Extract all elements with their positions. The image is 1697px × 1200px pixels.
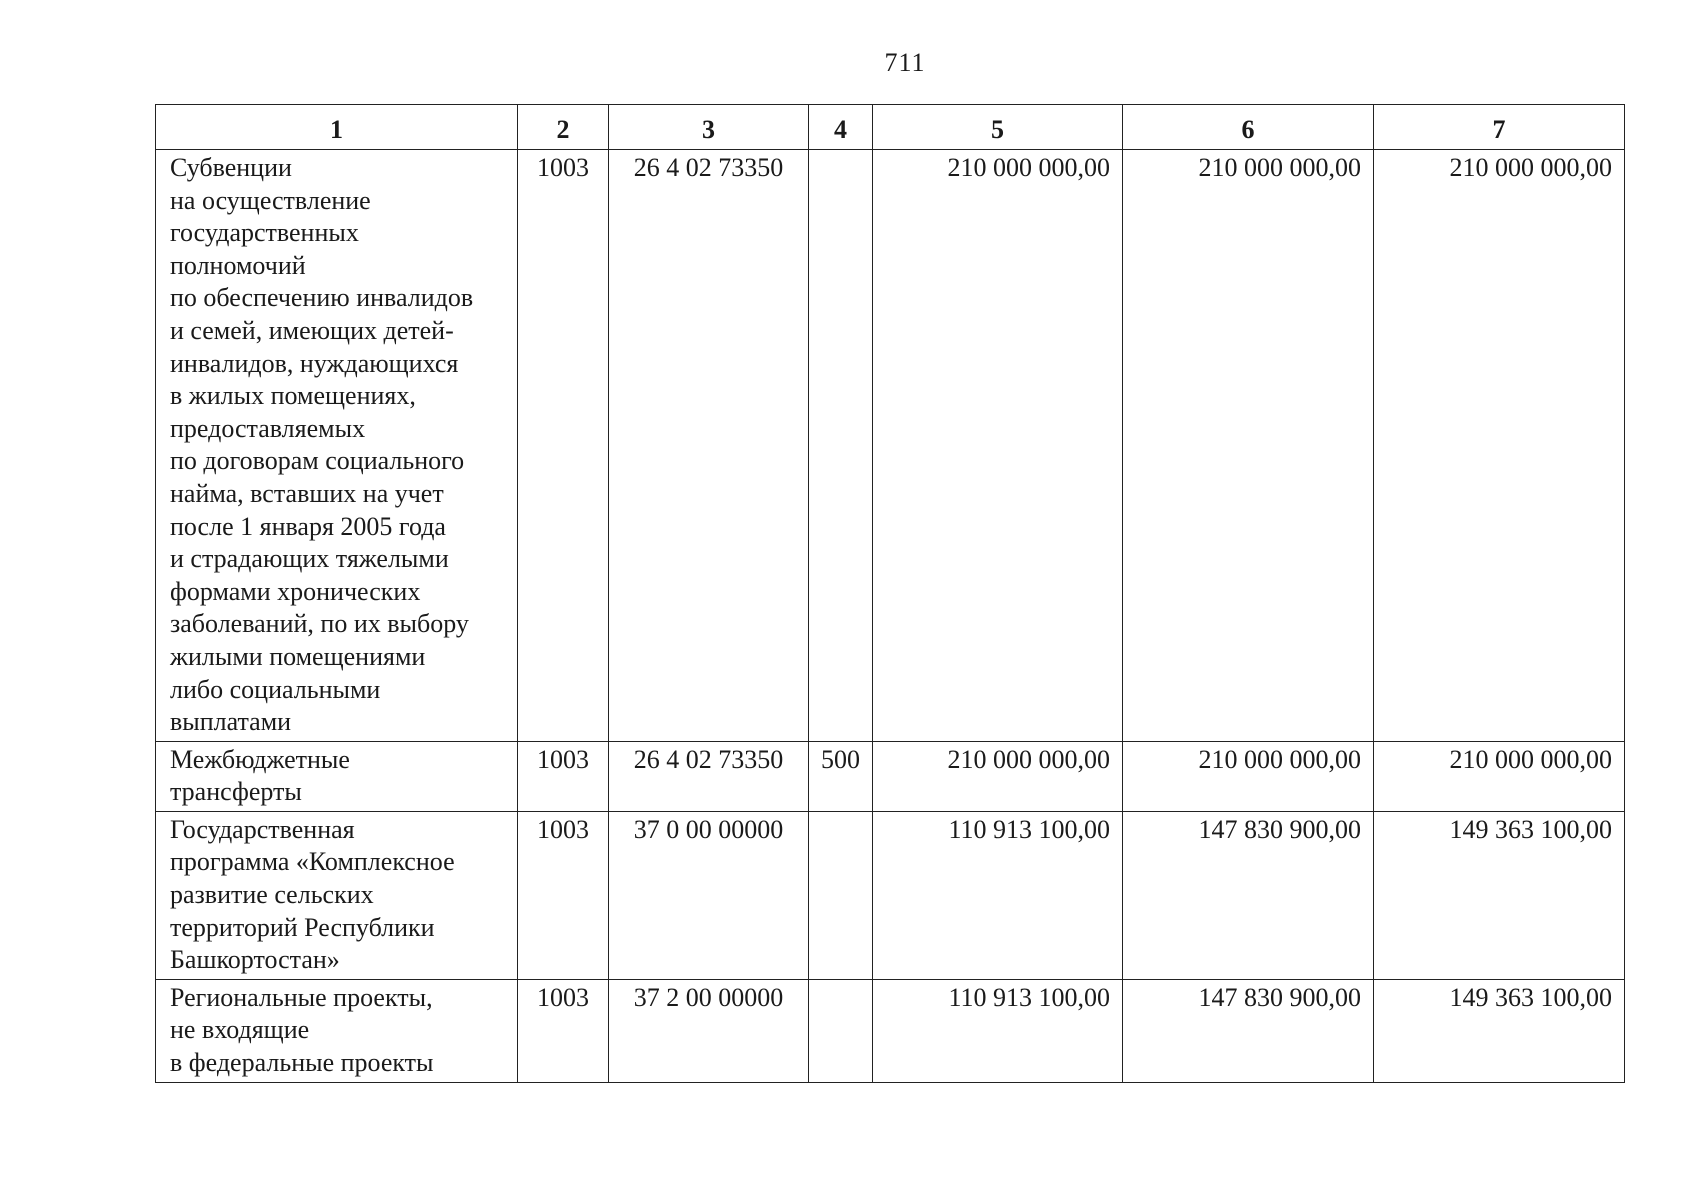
row-target-code: 26 4 02 73350 bbox=[609, 150, 809, 742]
row-amount-col5: 110 913 100,00 bbox=[873, 979, 1123, 1082]
row-amount-col6: 210 000 000,00 bbox=[1123, 741, 1374, 811]
column-header-7: 7 bbox=[1374, 105, 1625, 150]
table-row bbox=[156, 979, 1625, 1082]
row-section-code: 1003 bbox=[518, 150, 609, 742]
row-name: Межбюджетные трансферты bbox=[156, 741, 518, 811]
row-amount-col7: 210 000 000,00 bbox=[1374, 741, 1625, 811]
row-section-code: 1003 bbox=[518, 979, 609, 1082]
row-target-code: 26 4 02 73350 bbox=[609, 741, 809, 811]
row-amount-col7: 210 000 000,00 bbox=[1374, 150, 1625, 742]
row-amount-col5: 210 000 000,00 bbox=[873, 150, 1123, 742]
row-name: Региональные проекты, не входящие в федеральные проекты bbox=[156, 979, 518, 1082]
row-expense-type: 500 bbox=[809, 741, 873, 811]
row-expense-type bbox=[809, 811, 873, 979]
row-amount-col6: 210 000 000,00 bbox=[1123, 150, 1374, 742]
row-amount-col5: 110 913 100,00 bbox=[873, 811, 1123, 979]
header-row bbox=[156, 105, 1625, 150]
row-amount-col7: 149 363 100,00 bbox=[1374, 979, 1625, 1082]
row-section-code: 1003 bbox=[518, 811, 609, 979]
column-header-5: 5 bbox=[873, 105, 1123, 150]
table-row bbox=[156, 811, 1625, 979]
column-header-6: 6 bbox=[1123, 105, 1374, 150]
page-number: 711 bbox=[884, 48, 926, 77]
row-target-code: 37 2 00 00000 bbox=[609, 979, 809, 1082]
table-row bbox=[156, 150, 1625, 742]
row-name: Государственная программа «Комплексное развитие сельских территорий Республики Башкортостан» bbox=[156, 811, 518, 979]
row-amount-col5: 210 000 000,00 bbox=[873, 741, 1123, 811]
row-amount-col6: 147 830 900,00 bbox=[1123, 979, 1374, 1082]
row-name: Субвенции на осуществление государственных полномочий по обеспечению инвалидов и семей, имеющих детей- инвалидов, нуждающихся в жилых помещениях, предоставляемых по договорам социального найма, вставших на учет после 1 января 2005 года и страдающих тяжелыми формами хронических заболеваний, по их выбору жилыми помещениями либо социальными выплатами bbox=[156, 150, 518, 742]
budget-table bbox=[155, 104, 1625, 1083]
row-section-code: 1003 bbox=[518, 741, 609, 811]
row-expense-type bbox=[809, 150, 873, 742]
table-row bbox=[156, 741, 1625, 811]
column-header-1: 1 bbox=[156, 105, 518, 150]
row-expense-type bbox=[809, 979, 873, 1082]
column-header-3: 3 bbox=[609, 105, 809, 150]
column-header-2: 2 bbox=[518, 105, 609, 150]
column-header-4: 4 bbox=[809, 105, 873, 150]
row-amount-col7: 149 363 100,00 bbox=[1374, 811, 1625, 979]
row-target-code: 37 0 00 00000 bbox=[609, 811, 809, 979]
row-amount-col6: 147 830 900,00 bbox=[1123, 811, 1374, 979]
